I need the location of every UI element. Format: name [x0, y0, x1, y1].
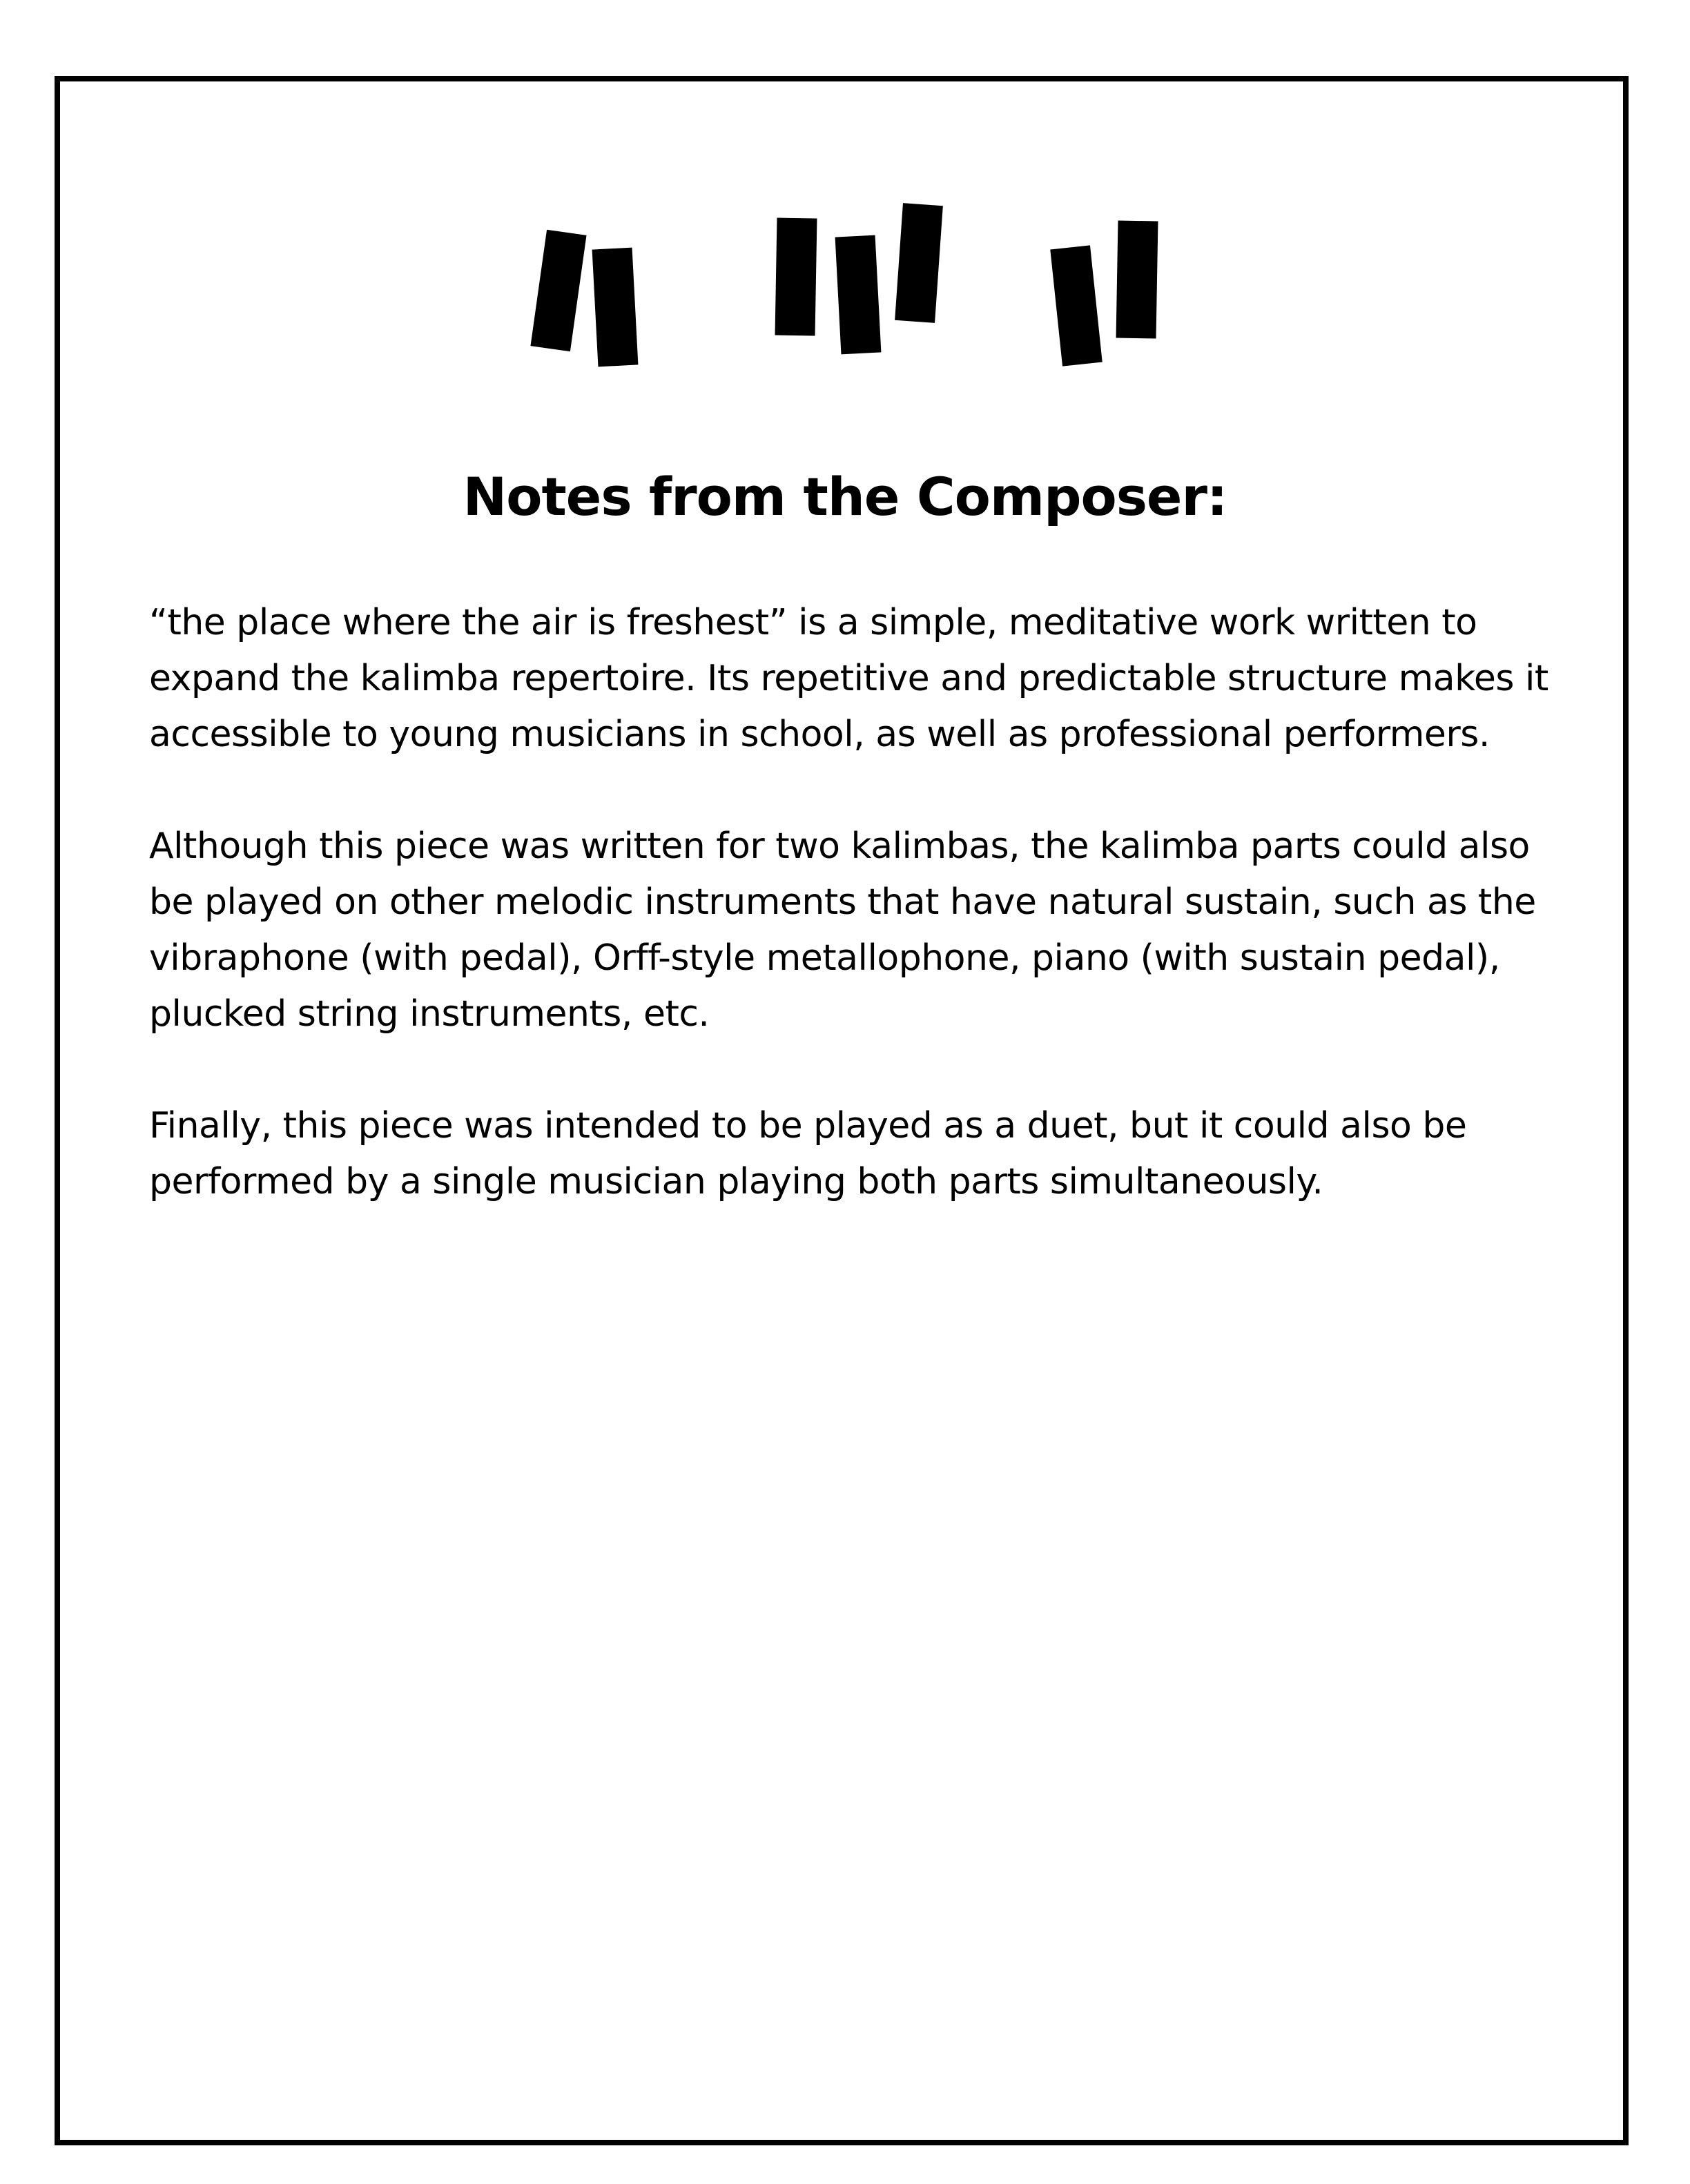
page-title: Notes from the Composer: [463, 466, 1227, 527]
tine-bar [835, 235, 882, 355]
tine-bar [775, 218, 817, 336]
tine-bar [1116, 221, 1158, 339]
tine-bar [530, 230, 586, 351]
paragraph-intro: “the place where the air is freshest” is a simple, meditative work written to expand the kalimba repertoire. Its repetitive and predictable structure makes it accessible to young musicians in school, as well as professional performers. [149, 602, 1548, 755]
paragraph-instrumentation: Although this piece was written for two kalimbas, the kalimba parts could also be played on other melodic instruments that have natural sustain, such as the vibraphone (with pedal), Orff-style metallophone, piano (with sustain pedal), plucked string instruments, etc. [149, 826, 1536, 1035]
kalimba-tines-icon [0, 0, 1690, 414]
tine-bar [895, 203, 943, 323]
paragraph-performance: Finally, this piece was intended to be played as a duet, but it could also be performed by a single musician playing both parts simultaneously. [149, 1105, 1467, 1202]
composer-notes-body [149, 595, 1564, 1266]
tine-bar [592, 248, 639, 367]
tine-bar [1050, 245, 1102, 366]
